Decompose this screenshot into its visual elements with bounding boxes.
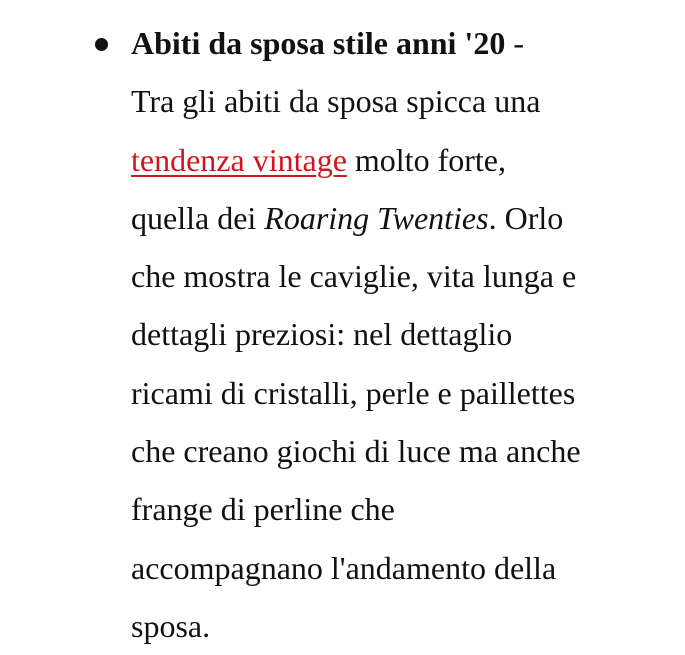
item-line-6: dettagli preziosi: nel dettaglio — [131, 316, 513, 353]
item-line-7: ricami di cristalli, perle e paillettes — [131, 374, 576, 411]
item-line-2: Tra gli abiti da sposa spicca una — [131, 83, 541, 120]
title-separator: - — [505, 25, 524, 61]
list-item — [131, 14, 651, 655]
item-line-8: che creano giochi di luce ma anche — [131, 433, 581, 470]
item-line-9: frange di perline che — [131, 491, 395, 528]
item-line-5: che mostra le caviglie, vita lunga e — [131, 258, 577, 295]
item-line-10: accompagnano l'andamento della — [131, 549, 557, 586]
line-text: molto forte, — [346, 141, 506, 178]
tendenza-vintage-link[interactable]: tendenza vintage — [131, 141, 347, 178]
item-title: Abiti da sposa stile anni '20 — [131, 25, 506, 61]
item-line-11: sposa. — [131, 607, 211, 644]
italic-text: Roaring Twenties — [264, 199, 489, 236]
line-text: . Orlo — [488, 199, 564, 236]
line-text: quella dei — [131, 199, 265, 236]
item-line-4 — [131, 189, 651, 247]
item-line-1 — [131, 14, 651, 72]
bullet-dot-icon — [95, 38, 108, 51]
item-line-3 — [131, 131, 651, 189]
